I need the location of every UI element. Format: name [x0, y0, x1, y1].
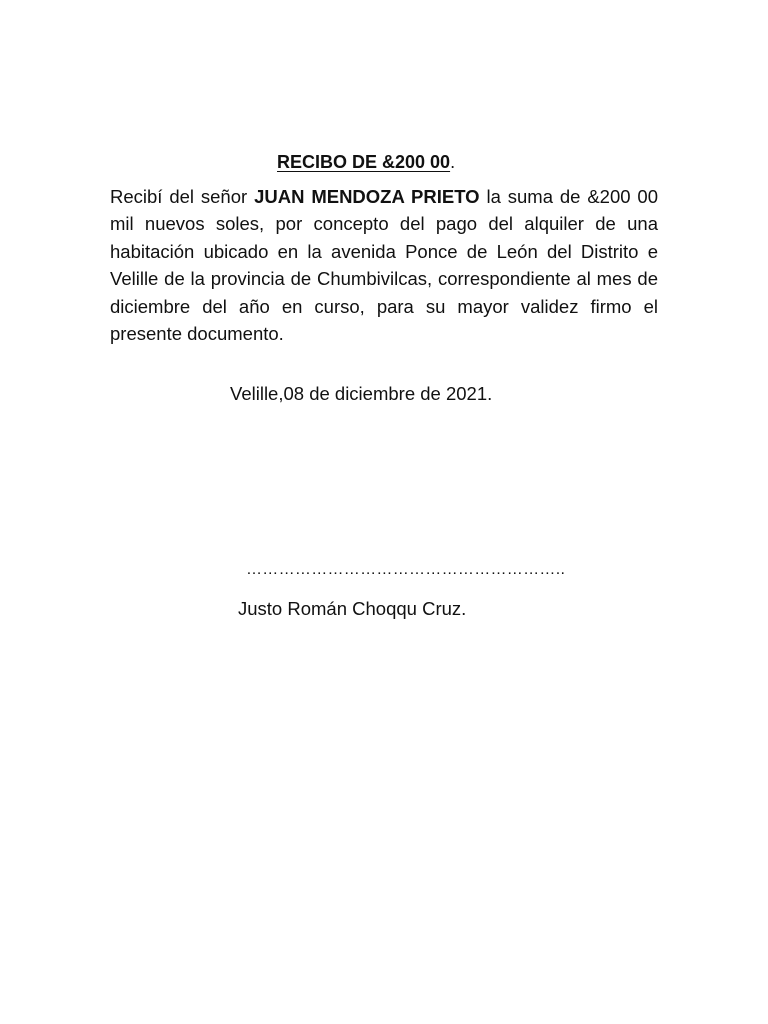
signature-line: …………………………………………………..: [246, 561, 566, 578]
receipt-body-text: la suma de &200 00 mil nuevos soles, por concepto del pago del alquiler de una habitación ubicado en la avenida Ponce de León del Distrito e Velille de la provincia de Chumbivilcas, correspondiente al mes de diciembre del año en curso, para su mayor validez firmo el presente documento.: [110, 186, 658, 345]
payer-name: JUAN MENDOZA PRIETO: [254, 186, 480, 207]
signer-name: Justo Román Choqqu Cruz.: [238, 598, 467, 619]
receipt-title-text: RECIBO DE &200 00: [277, 152, 451, 172]
receipt-title: [277, 150, 455, 174]
receipt-body: [110, 183, 658, 347]
receipt-title-period: .: [450, 152, 456, 172]
place-and-date: Velille,08 de diciembre de 2021.: [230, 383, 493, 404]
receipt-body-intro: Recibí del señor: [110, 186, 255, 207]
